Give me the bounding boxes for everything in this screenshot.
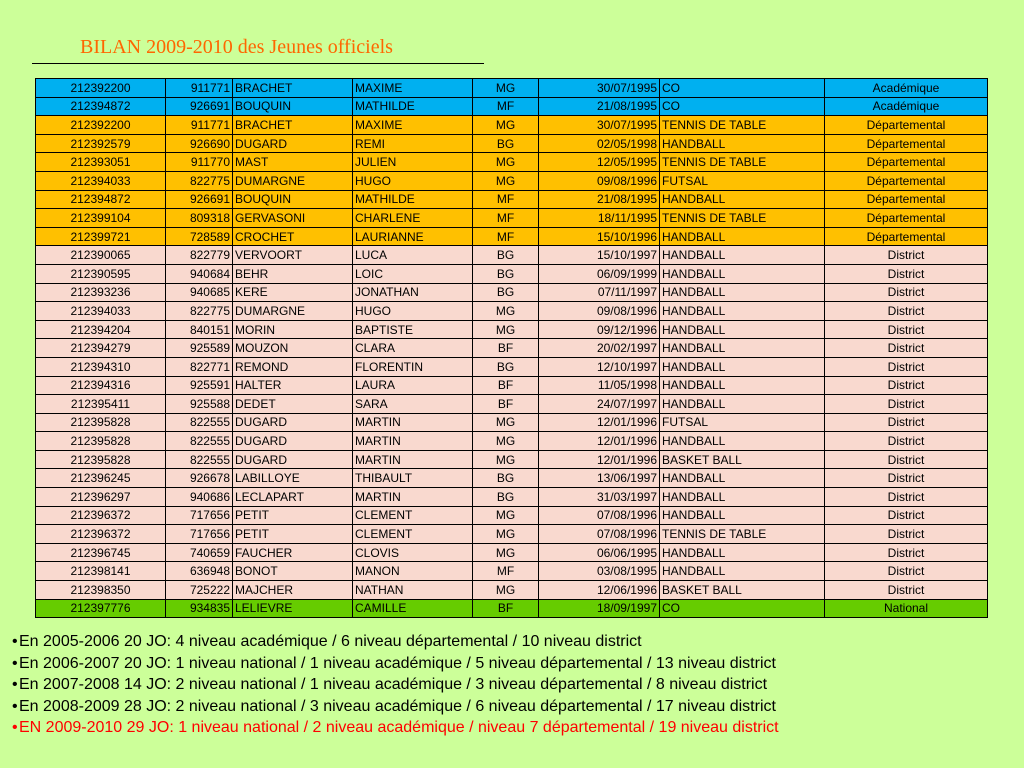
birthdate-cell: 12/10/1997 (539, 357, 660, 376)
ine-cell: 212394316 (36, 376, 166, 395)
sport-cell: HANDBALL (660, 190, 825, 209)
level-cell: Départemental (825, 134, 988, 153)
table-row (36, 432, 988, 451)
level-cell: District (825, 302, 988, 321)
firstname-cell: CLEMENT (353, 525, 473, 544)
sport-cell: HANDBALL (660, 543, 825, 562)
ine-cell: 212393236 (36, 283, 166, 302)
license-cell: 940685 (166, 283, 233, 302)
level-cell: District (825, 469, 988, 488)
level-cell: Académique (825, 97, 988, 116)
category-cell: BF (473, 599, 539, 618)
category-cell: BG (473, 283, 539, 302)
birthdate-cell: 12/05/1995 (539, 153, 660, 172)
license-cell: 940686 (166, 488, 233, 507)
birthdate-cell: 13/06/1997 (539, 469, 660, 488)
firstname-cell: JULIEN (353, 153, 473, 172)
table-row (36, 562, 988, 581)
birthdate-cell: 30/07/1995 (539, 79, 660, 98)
sport-cell: CO (660, 97, 825, 116)
table-row (36, 153, 988, 172)
firstname-cell: JONATHAN (353, 283, 473, 302)
birthdate-cell: 24/07/1997 (539, 395, 660, 414)
category-cell: MG (473, 116, 539, 135)
table-row (36, 246, 988, 265)
ine-cell: 212396372 (36, 525, 166, 544)
sport-cell: HANDBALL (660, 246, 825, 265)
firstname-cell: BAPTISTE (353, 320, 473, 339)
table-row (36, 264, 988, 283)
table-row (36, 581, 988, 600)
license-cell: 822779 (166, 246, 233, 265)
table-row (36, 599, 988, 618)
category-cell: MG (473, 432, 539, 451)
category-cell: MG (473, 171, 539, 190)
table-row (36, 302, 988, 321)
ine-cell: 212399104 (36, 209, 166, 228)
level-cell: District (825, 395, 988, 414)
ine-cell: 212394872 (36, 97, 166, 116)
table-row (36, 283, 988, 302)
birthdate-cell: 11/05/1998 (539, 376, 660, 395)
lastname-cell: MOUZON (233, 339, 353, 358)
firstname-cell: MATHILDE (353, 190, 473, 209)
level-cell: District (825, 283, 988, 302)
lastname-cell: MAJCHER (233, 581, 353, 600)
title-underline (32, 63, 484, 64)
lastname-cell: GERVASONI (233, 209, 353, 228)
level-cell: Départemental (825, 227, 988, 246)
license-cell: 717656 (166, 525, 233, 544)
ine-cell: 212394310 (36, 357, 166, 376)
birthdate-cell: 09/12/1996 (539, 320, 660, 339)
firstname-cell: HUGO (353, 171, 473, 190)
table-row (36, 357, 988, 376)
summary-text: En 2008-2009 28 JO: 2 niveau national / 3 niveau académique / 6 niveau départemental / 17 niveau district (19, 697, 776, 715)
category-cell: MF (473, 562, 539, 581)
ine-cell: 212392200 (36, 116, 166, 135)
birthdate-cell: 30/07/1995 (539, 116, 660, 135)
sport-cell: HANDBALL (660, 134, 825, 153)
table-row (36, 227, 988, 246)
summary-text: EN 2009-2010 29 JO: 1 niveau national / 2 niveau académique / niveau 7 départemental / 19 niveau district (19, 719, 779, 736)
category-cell: MG (473, 302, 539, 321)
level-cell: National (825, 599, 988, 618)
birthdate-cell: 07/11/1997 (539, 283, 660, 302)
firstname-cell: MARTIN (353, 413, 473, 432)
level-cell: District (825, 357, 988, 376)
sport-cell: HANDBALL (660, 506, 825, 525)
lastname-cell: DUGARD (233, 413, 353, 432)
sport-cell: HANDBALL (660, 562, 825, 581)
bullet-icon: • (12, 654, 18, 672)
table-row (36, 320, 988, 339)
ine-cell: 212394279 (36, 339, 166, 358)
level-cell: District (825, 488, 988, 507)
lastname-cell: MORIN (233, 320, 353, 339)
lastname-cell: FAUCHER (233, 543, 353, 562)
lastname-cell: BOUQUIN (233, 190, 353, 209)
summary-item (12, 674, 779, 696)
birthdate-cell: 15/10/1996 (539, 227, 660, 246)
lastname-cell: LELIEVRE (233, 599, 353, 618)
lastname-cell: BEHR (233, 264, 353, 283)
sport-cell: HANDBALL (660, 283, 825, 302)
firstname-cell: HUGO (353, 302, 473, 321)
category-cell: MF (473, 190, 539, 209)
lastname-cell: KERE (233, 283, 353, 302)
license-cell: 911771 (166, 116, 233, 135)
sport-cell: HANDBALL (660, 469, 825, 488)
lastname-cell: LECLAPART (233, 488, 353, 507)
bullet-icon: • (12, 719, 18, 736)
birthdate-cell: 21/08/1995 (539, 190, 660, 209)
level-cell: District (825, 264, 988, 283)
sport-cell: HANDBALL (660, 339, 825, 358)
bullet-icon: • (12, 633, 18, 650)
bullet-icon: • (12, 676, 18, 693)
birthdate-cell: 18/09/1997 (539, 599, 660, 618)
level-cell: District (825, 413, 988, 432)
ine-cell: 212399721 (36, 227, 166, 246)
table-row (36, 134, 988, 153)
level-cell: District (825, 562, 988, 581)
license-cell: 822555 (166, 450, 233, 469)
license-cell: 740659 (166, 543, 233, 562)
officials-table (35, 78, 988, 618)
birthdate-cell: 07/08/1996 (539, 525, 660, 544)
lastname-cell: VERVOORT (233, 246, 353, 265)
sport-cell: HANDBALL (660, 376, 825, 395)
lastname-cell: DUGARD (233, 432, 353, 451)
lastname-cell: PETIT (233, 506, 353, 525)
level-cell: District (825, 432, 988, 451)
bullet-icon: • (12, 697, 18, 715)
sport-cell: BASKET BALL (660, 450, 825, 469)
level-cell: District (825, 581, 988, 600)
sport-cell: HANDBALL (660, 302, 825, 321)
ine-cell: 212395411 (36, 395, 166, 414)
ine-cell: 212396372 (36, 506, 166, 525)
lastname-cell: BOUQUIN (233, 97, 353, 116)
lastname-cell: CROCHET (233, 227, 353, 246)
category-cell: BF (473, 376, 539, 395)
license-cell: 934835 (166, 599, 233, 618)
lastname-cell: HALTER (233, 376, 353, 395)
sport-cell: TENNIS DE TABLE (660, 525, 825, 544)
license-cell: 911770 (166, 153, 233, 172)
sport-cell: TENNIS DE TABLE (660, 116, 825, 135)
birthdate-cell: 18/11/1995 (539, 209, 660, 228)
firstname-cell: CAMILLE (353, 599, 473, 618)
table-row (36, 190, 988, 209)
firstname-cell: NATHAN (353, 581, 473, 600)
license-cell: 728589 (166, 227, 233, 246)
category-cell: BG (473, 134, 539, 153)
category-cell: BG (473, 264, 539, 283)
ine-cell: 212396745 (36, 543, 166, 562)
category-cell: MG (473, 153, 539, 172)
ine-cell: 212396297 (36, 488, 166, 507)
table-row (36, 450, 988, 469)
ine-cell: 212398350 (36, 581, 166, 600)
firstname-cell: MANON (353, 562, 473, 581)
firstname-cell: MARTIN (353, 450, 473, 469)
lastname-cell: DUMARGNE (233, 171, 353, 190)
license-cell: 822775 (166, 302, 233, 321)
lastname-cell: PETIT (233, 525, 353, 544)
firstname-cell: MAXIME (353, 79, 473, 98)
ine-cell: 212395828 (36, 450, 166, 469)
firstname-cell: CLEMENT (353, 506, 473, 525)
birthdate-cell: 07/08/1996 (539, 506, 660, 525)
firstname-cell: MATHILDE (353, 97, 473, 116)
license-cell: 926678 (166, 469, 233, 488)
birthdate-cell: 09/08/1996 (539, 302, 660, 321)
ine-cell: 212390065 (36, 246, 166, 265)
lastname-cell: BRACHET (233, 116, 353, 135)
summary-text: En 2007-2008 14 JO: 2 niveau national / 1 niveau académique / 3 niveau départemental / 8 niveau district (19, 676, 768, 693)
level-cell: District (825, 506, 988, 525)
category-cell: MG (473, 450, 539, 469)
firstname-cell: MARTIN (353, 488, 473, 507)
table-row (36, 506, 988, 525)
license-cell: 822555 (166, 432, 233, 451)
sport-cell: HANDBALL (660, 227, 825, 246)
birthdate-cell: 12/01/1996 (539, 413, 660, 432)
level-cell: District (825, 543, 988, 562)
category-cell: MG (473, 506, 539, 525)
license-cell: 636948 (166, 562, 233, 581)
lastname-cell: DUGARD (233, 450, 353, 469)
level-cell: District (825, 525, 988, 544)
level-cell: District (825, 320, 988, 339)
category-cell: MG (473, 413, 539, 432)
birthdate-cell: 20/02/1997 (539, 339, 660, 358)
ine-cell: 212394033 (36, 171, 166, 190)
level-cell: Départemental (825, 153, 988, 172)
category-cell: MG (473, 320, 539, 339)
ine-cell: 212392200 (36, 79, 166, 98)
firstname-cell: LAURIANNE (353, 227, 473, 246)
sport-cell: FUTSAL (660, 171, 825, 190)
level-cell: Départemental (825, 190, 988, 209)
firstname-cell: MAXIME (353, 116, 473, 135)
license-cell: 926690 (166, 134, 233, 153)
birthdate-cell: 12/06/1996 (539, 581, 660, 600)
lastname-cell: REMOND (233, 357, 353, 376)
birthdate-cell: 15/10/1997 (539, 246, 660, 265)
license-cell: 822555 (166, 413, 233, 432)
category-cell: MG (473, 79, 539, 98)
birthdate-cell: 12/01/1996 (539, 450, 660, 469)
category-cell: MG (473, 543, 539, 562)
table-row (36, 97, 988, 116)
ine-cell: 212396245 (36, 469, 166, 488)
sport-cell: HANDBALL (660, 320, 825, 339)
ine-cell: 212394872 (36, 190, 166, 209)
license-cell: 840151 (166, 320, 233, 339)
summary-item (12, 696, 779, 718)
firstname-cell: CLARA (353, 339, 473, 358)
license-cell: 925589 (166, 339, 233, 358)
sport-cell: HANDBALL (660, 488, 825, 507)
table-row (36, 413, 988, 432)
level-cell: Académique (825, 79, 988, 98)
summary-item (12, 717, 779, 739)
birthdate-cell: 03/08/1995 (539, 562, 660, 581)
level-cell: District (825, 376, 988, 395)
table-row (36, 376, 988, 395)
table-row (36, 209, 988, 228)
license-cell: 925588 (166, 395, 233, 414)
birthdate-cell: 02/05/1998 (539, 134, 660, 153)
table-row (36, 469, 988, 488)
sport-cell: HANDBALL (660, 432, 825, 451)
lastname-cell: DEDET (233, 395, 353, 414)
summary-item (12, 631, 779, 653)
lastname-cell: MAST (233, 153, 353, 172)
category-cell: BF (473, 395, 539, 414)
table-row (36, 395, 988, 414)
category-cell: MF (473, 227, 539, 246)
license-cell: 925591 (166, 376, 233, 395)
level-cell: District (825, 450, 988, 469)
level-cell: District (825, 246, 988, 265)
ine-cell: 212392579 (36, 134, 166, 153)
sport-cell: FUTSAL (660, 413, 825, 432)
sport-cell: CO (660, 599, 825, 618)
category-cell: BG (473, 357, 539, 376)
license-cell: 940684 (166, 264, 233, 283)
license-cell: 725222 (166, 581, 233, 600)
license-cell: 809318 (166, 209, 233, 228)
table-row (36, 116, 988, 135)
lastname-cell: DUMARGNE (233, 302, 353, 321)
summary-list (12, 631, 779, 739)
firstname-cell: SARA (353, 395, 473, 414)
sport-cell: BASKET BALL (660, 581, 825, 600)
officials-table-body (36, 79, 988, 618)
firstname-cell: LAURA (353, 376, 473, 395)
sport-cell: HANDBALL (660, 357, 825, 376)
ine-cell: 212395828 (36, 432, 166, 451)
ine-cell: 212397776 (36, 599, 166, 618)
level-cell: District (825, 339, 988, 358)
license-cell: 926691 (166, 190, 233, 209)
birthdate-cell: 12/01/1996 (539, 432, 660, 451)
license-cell: 926691 (166, 97, 233, 116)
birthdate-cell: 09/08/1996 (539, 171, 660, 190)
birthdate-cell: 06/06/1995 (539, 543, 660, 562)
category-cell: MG (473, 581, 539, 600)
license-cell: 822775 (166, 171, 233, 190)
lastname-cell: DUGARD (233, 134, 353, 153)
table-row (36, 488, 988, 507)
ine-cell: 212395828 (36, 413, 166, 432)
lastname-cell: BRACHET (233, 79, 353, 98)
category-cell: BG (473, 469, 539, 488)
firstname-cell: CHARLENE (353, 209, 473, 228)
level-cell: Départemental (825, 116, 988, 135)
firstname-cell: LOIC (353, 264, 473, 283)
birthdate-cell: 06/09/1999 (539, 264, 660, 283)
firstname-cell: FLORENTIN (353, 357, 473, 376)
ine-cell: 212394033 (36, 302, 166, 321)
ine-cell: 212390595 (36, 264, 166, 283)
sport-cell: HANDBALL (660, 264, 825, 283)
category-cell: MF (473, 97, 539, 116)
summary-text: En 2005-2006 20 JO: 4 niveau académique / 6 niveau départemental / 10 niveau district (19, 633, 642, 650)
table-row (36, 525, 988, 544)
table-row (36, 339, 988, 358)
ine-cell: 212394204 (36, 320, 166, 339)
firstname-cell: MARTIN (353, 432, 473, 451)
table-row (36, 79, 988, 98)
category-cell: BF (473, 339, 539, 358)
table-row (36, 543, 988, 562)
lastname-cell: BONOT (233, 562, 353, 581)
sport-cell: TENNIS DE TABLE (660, 209, 825, 228)
lastname-cell: LABILLOYE (233, 469, 353, 488)
level-cell: Départemental (825, 171, 988, 190)
category-cell: MG (473, 525, 539, 544)
firstname-cell: REMI (353, 134, 473, 153)
category-cell: BG (473, 246, 539, 265)
sport-cell: HANDBALL (660, 395, 825, 414)
category-cell: MF (473, 209, 539, 228)
birthdate-cell: 21/08/1995 (539, 97, 660, 116)
birthdate-cell: 31/03/1997 (539, 488, 660, 507)
level-cell: Départemental (825, 209, 988, 228)
license-cell: 822771 (166, 357, 233, 376)
firstname-cell: THIBAULT (353, 469, 473, 488)
license-cell: 911771 (166, 79, 233, 98)
firstname-cell: CLOVIS (353, 543, 473, 562)
category-cell: BG (473, 488, 539, 507)
sport-cell: CO (660, 79, 825, 98)
table-row (36, 171, 988, 190)
license-cell: 717656 (166, 506, 233, 525)
summary-text: En 2006-2007 20 JO: 1 niveau national / 1 niveau académique / 5 niveau départemental / 13 niveau district (19, 654, 776, 672)
page-title: BILAN 2009-2010 des Jeunes officiels (80, 36, 393, 58)
summary-item (12, 653, 779, 675)
ine-cell: 212398141 (36, 562, 166, 581)
sport-cell: TENNIS DE TABLE (660, 153, 825, 172)
firstname-cell: LUCA (353, 246, 473, 265)
ine-cell: 212393051 (36, 153, 166, 172)
